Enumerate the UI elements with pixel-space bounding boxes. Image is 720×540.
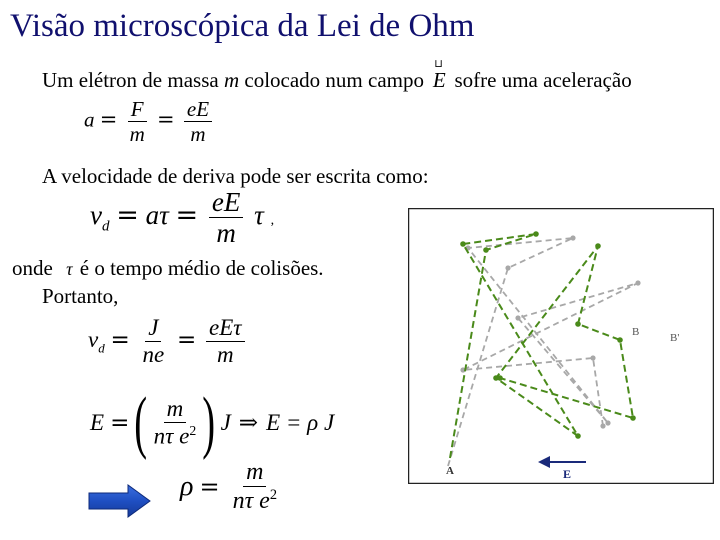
resistivity-equation [180,460,284,514]
tau-definition [12,256,324,281]
tau-symbol: τ [66,259,73,279]
eq-symbol: τ [254,200,264,231]
field-variable [429,58,449,93]
numerator: eEτ [206,316,245,342]
label-E-field: E [563,467,572,481]
exponent: 2 [269,487,278,504]
numerator: F [128,98,147,122]
eq-symbol: v [88,326,99,352]
mass-variable: m [223,68,240,92]
eq-rhs: E = ρ J [266,410,335,435]
acceleration-equation [84,98,216,145]
portanto-text: Portanto, [42,284,119,308]
onde-label: onde [12,256,53,280]
denominator: m [129,122,145,147]
fraction [127,98,148,145]
eq-symbol: = [176,326,197,353]
eq-symbol: = [99,107,118,132]
label-A: A [446,465,454,477]
subscript: d [101,218,110,235]
vd-current-equation [88,316,249,367]
fraction [184,98,212,145]
numerator: eE [184,98,212,122]
denominator-text: nτ e [153,423,190,449]
vector-arrow-icon: ⊔ [434,58,443,70]
eq-symbol: = [157,107,175,132]
eq-comma: , [270,213,275,229]
exponent: 2 [189,423,197,439]
drift-velocity-equation [90,188,274,248]
intro-text-after-mass: colocado num campo [239,68,424,92]
field-variable-letter: E [432,68,446,92]
fraction [140,316,168,367]
implies-symbol: ⇒ [238,410,259,436]
denominator: m [216,342,234,368]
eq-symbol: a [84,107,95,132]
numerator: m [164,397,187,423]
subscript: d [98,340,105,356]
intro-line [42,58,632,93]
rho-symbol: ρ [180,471,194,503]
intro-text-after-field: sofre uma aceleração [449,68,632,92]
eq-symbol: v [90,200,102,231]
fraction [209,188,243,248]
denominator [230,487,280,514]
drift-intro: A velocidade de deriva pode ser escrita como: [42,164,429,188]
eq-symbol: = [110,326,130,353]
denominator: m [190,122,206,147]
electron-drift-diagram [408,208,714,484]
numerator: J [145,316,161,342]
eq-symbol: aτ [145,200,169,231]
eq-symbol: E [90,410,105,435]
denominator-text: nτ e [232,488,270,515]
eq-symbol: J [220,410,231,435]
eq-symbol: = [199,473,220,502]
denominator: m [216,218,236,249]
eq-symbol: = [116,200,139,232]
denominator: ne [142,342,165,368]
tau-definition-text: é o tempo médio de colisões. [79,256,324,280]
diagram-frame [409,209,714,484]
field-resistivity-equation [90,384,335,461]
denominator [151,423,200,449]
intro-text-before: Um elétron de massa [42,68,224,92]
fraction [230,460,280,514]
label-B-prime: B' [670,332,680,344]
page-title: Visão microscópica da Lei de Ohm [10,8,475,44]
right-paren-icon: ) [202,384,216,461]
fraction [151,397,200,449]
left-paren-icon: ( [134,384,148,461]
numerator: eE [209,188,243,218]
eq-symbol: = [110,410,130,436]
eq-symbol: = [175,200,199,232]
label-B: B [632,326,640,338]
numerator: m [243,460,266,487]
fraction [206,316,245,367]
right-arrow-icon [88,484,152,518]
